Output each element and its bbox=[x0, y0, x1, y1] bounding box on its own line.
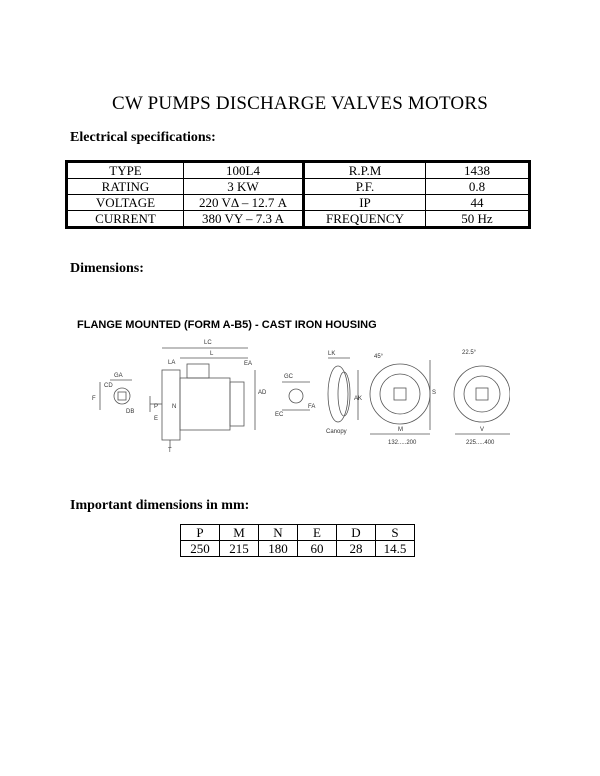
label-ak: AK bbox=[354, 396, 363, 402]
spec-key: TYPE bbox=[67, 162, 184, 179]
table-header-row bbox=[181, 525, 415, 541]
spec-key: IP bbox=[304, 195, 426, 211]
electrical-spec-table bbox=[65, 160, 531, 229]
label-v: V bbox=[480, 427, 485, 433]
table-cell: 180 bbox=[259, 541, 298, 557]
label-canopy: Canopy bbox=[326, 429, 347, 435]
spec-key: RATING bbox=[67, 179, 184, 195]
table-row bbox=[67, 162, 530, 179]
table-cell: 60 bbox=[298, 541, 337, 557]
label-ec: EC bbox=[275, 412, 284, 418]
label-f: F bbox=[92, 396, 96, 402]
label-t: T bbox=[168, 448, 172, 454]
important-dimensions-heading: Important dimensions in mm: bbox=[70, 498, 250, 513]
label-s: S bbox=[432, 390, 437, 396]
label-l: L bbox=[210, 351, 214, 357]
label-angle-45: 45° bbox=[374, 354, 384, 360]
label-lk: LK bbox=[328, 351, 336, 357]
label-range-2: 225.....400 bbox=[466, 440, 495, 446]
spec-key: R.P.M bbox=[304, 162, 426, 179]
label-db: DB bbox=[126, 409, 135, 415]
electrical-heading: Electrical specifications: bbox=[70, 130, 216, 145]
column-header: P bbox=[181, 525, 220, 541]
page-title: CW PUMPS DISCHARGE VALVES MOTORS bbox=[112, 93, 488, 114]
spec-value: 0.8 bbox=[426, 179, 530, 195]
spec-key: VOLTAGE bbox=[67, 195, 184, 211]
table-row bbox=[67, 195, 530, 211]
column-header: E bbox=[298, 525, 337, 541]
column-header: N bbox=[259, 525, 298, 541]
spec-value: 220 VΔ – 12.7 A bbox=[184, 195, 304, 211]
label-la: LA bbox=[168, 360, 176, 366]
label-lc: LC bbox=[204, 340, 212, 346]
drawing-title: FLANGE MOUNTED (FORM A-B5) - CAST IRON HOUSING bbox=[77, 319, 377, 331]
spec-value: 44 bbox=[426, 195, 530, 211]
spec-value: 1438 bbox=[426, 162, 530, 179]
label-ea: EA bbox=[244, 361, 253, 367]
label-e: E bbox=[154, 416, 159, 422]
label-cd: CD bbox=[104, 383, 113, 389]
label-n: N bbox=[172, 404, 177, 410]
spec-value: 50 Hz bbox=[426, 211, 530, 228]
column-header: M bbox=[220, 525, 259, 541]
spec-value: 100L4 bbox=[184, 162, 304, 179]
spec-value: 380 VY – 7.3 A bbox=[184, 211, 304, 228]
label-p: P bbox=[154, 404, 159, 410]
important-dimensions-table bbox=[180, 524, 415, 557]
label-range-1: 132.....200 bbox=[388, 440, 417, 446]
table-cell: 28 bbox=[337, 541, 376, 557]
motor-dimension-drawing bbox=[70, 330, 510, 455]
label-angle-22-5: 22.5° bbox=[462, 350, 477, 356]
label-gc: GC bbox=[284, 374, 293, 380]
spec-key: P.F. bbox=[304, 179, 426, 195]
spec-value: 3 KW bbox=[184, 179, 304, 195]
label-fa: FA bbox=[308, 404, 316, 410]
table-row bbox=[67, 179, 530, 195]
label-ga: GA bbox=[114, 373, 123, 379]
column-header: D bbox=[337, 525, 376, 541]
table-row bbox=[181, 541, 415, 557]
label-m: M bbox=[398, 427, 403, 433]
table-cell: 14.5 bbox=[376, 541, 415, 557]
spec-key: FREQUENCY bbox=[304, 211, 426, 228]
dimensions-heading: Dimensions: bbox=[70, 261, 144, 276]
table-row bbox=[67, 211, 530, 228]
table-cell: 250 bbox=[181, 541, 220, 557]
column-header: S bbox=[376, 525, 415, 541]
label-ad: AD bbox=[258, 390, 267, 396]
table-cell: 215 bbox=[220, 541, 259, 557]
spec-key: CURRENT bbox=[67, 211, 184, 228]
